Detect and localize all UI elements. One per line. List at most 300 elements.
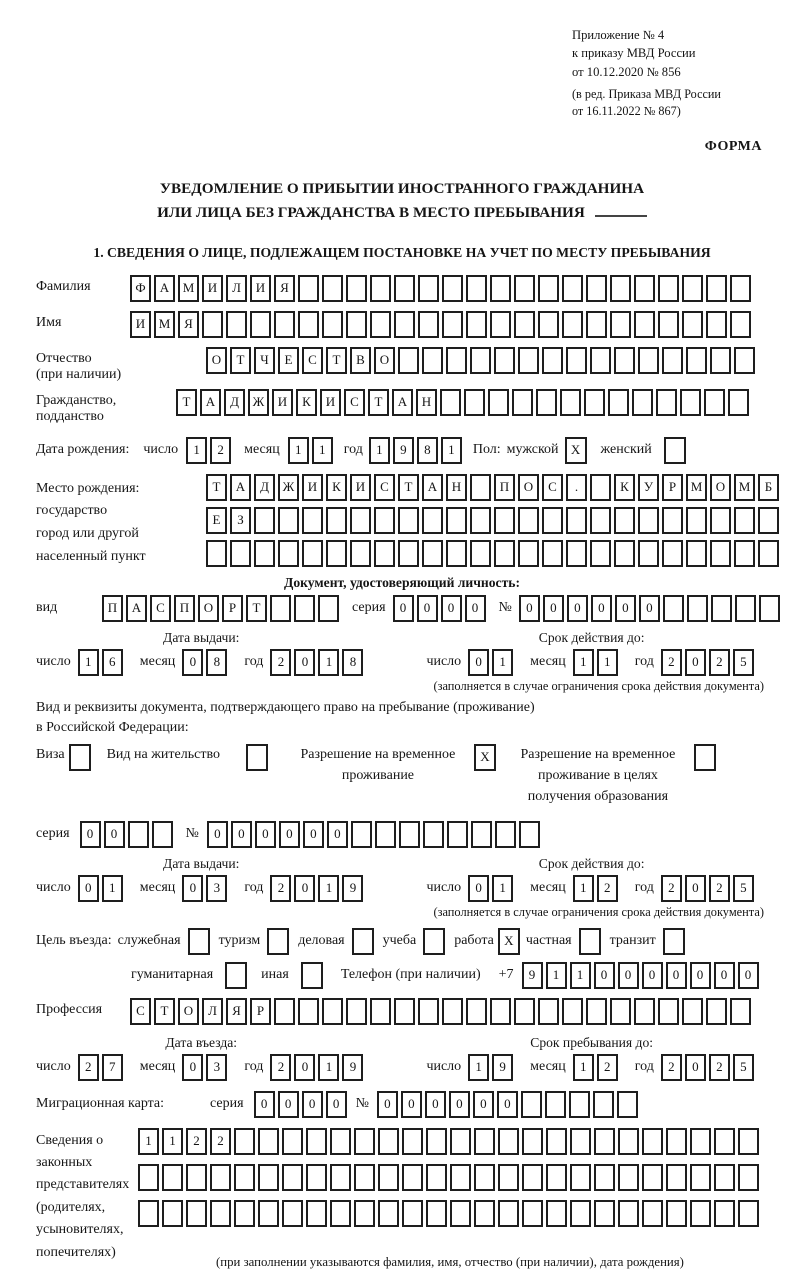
char-cell[interactable] <box>474 1128 495 1155</box>
char-cell[interactable] <box>274 311 295 338</box>
char-cell[interactable]: 0 <box>278 1091 299 1118</box>
char-cell[interactable] <box>346 998 367 1025</box>
char-cell[interactable]: 0 <box>519 595 540 622</box>
char-cell[interactable]: Д <box>254 474 275 501</box>
char-cell[interactable] <box>536 389 557 416</box>
char-cell[interactable] <box>322 275 343 302</box>
char-cell[interactable]: 2 <box>661 649 682 676</box>
char-cell[interactable]: З <box>230 507 251 534</box>
char-cell[interactable] <box>730 311 751 338</box>
char-cell[interactable]: 7 <box>102 1054 123 1081</box>
char-cell[interactable]: О <box>178 998 199 1025</box>
char-cell[interactable]: 5 <box>733 649 754 676</box>
char-cell[interactable] <box>560 389 581 416</box>
char-cell[interactable] <box>494 507 515 534</box>
char-cell[interactable] <box>666 1128 687 1155</box>
char-cell[interactable]: 1 <box>318 649 339 676</box>
char-cell[interactable] <box>546 1128 567 1155</box>
char-cell[interactable] <box>466 998 487 1025</box>
char-cell[interactable]: В <box>350 347 371 374</box>
char-cell[interactable] <box>370 275 391 302</box>
char-cell[interactable]: 0 <box>182 1054 203 1081</box>
purpose-work-checkbox[interactable]: X <box>498 928 520 955</box>
char-cell[interactable] <box>446 347 467 374</box>
char-cell[interactable]: 0 <box>497 1091 518 1118</box>
purpose-tourism-checkbox[interactable] <box>267 928 289 955</box>
char-cell[interactable]: 0 <box>303 821 324 848</box>
char-cell[interactable] <box>710 540 731 567</box>
char-cell[interactable] <box>278 507 299 534</box>
char-cell[interactable] <box>402 1164 423 1191</box>
char-cell[interactable] <box>162 1164 183 1191</box>
purpose-transit-checkbox[interactable] <box>663 928 685 955</box>
purpose-other-checkbox[interactable] <box>301 962 323 989</box>
char-cell[interactable] <box>538 311 559 338</box>
char-cell[interactable]: П <box>494 474 515 501</box>
char-cell[interactable] <box>426 1128 447 1155</box>
char-cell[interactable]: 0 <box>441 595 462 622</box>
char-cell[interactable]: 0 <box>294 649 315 676</box>
char-cell[interactable]: 0 <box>182 649 203 676</box>
char-cell[interactable] <box>514 275 535 302</box>
char-cell[interactable] <box>658 998 679 1025</box>
char-cell[interactable] <box>488 389 509 416</box>
char-cell[interactable]: Е <box>278 347 299 374</box>
char-cell[interactable] <box>590 347 611 374</box>
char-cell[interactable]: 0 <box>567 595 588 622</box>
char-cell[interactable] <box>298 311 319 338</box>
char-cell[interactable]: И <box>202 275 223 302</box>
char-cell[interactable] <box>498 1164 519 1191</box>
char-cell[interactable] <box>346 311 367 338</box>
gender-female-checkbox[interactable] <box>664 437 686 464</box>
char-cell[interactable] <box>522 1200 543 1227</box>
char-cell[interactable] <box>714 1128 735 1155</box>
char-cell[interactable]: 2 <box>270 1054 291 1081</box>
char-cell[interactable]: Т <box>230 347 251 374</box>
char-cell[interactable] <box>686 507 707 534</box>
char-cell[interactable] <box>538 998 559 1025</box>
char-cell[interactable]: С <box>374 474 395 501</box>
char-cell[interactable] <box>714 1164 735 1191</box>
char-cell[interactable] <box>346 275 367 302</box>
char-cell[interactable] <box>642 1164 663 1191</box>
char-cell[interactable]: 0 <box>639 595 660 622</box>
char-cell[interactable] <box>562 311 583 338</box>
char-cell[interactable] <box>666 1200 687 1227</box>
char-cell[interactable] <box>298 998 319 1025</box>
char-cell[interactable]: 0 <box>714 962 735 989</box>
char-cell[interactable]: У <box>638 474 659 501</box>
char-cell[interactable]: 2 <box>270 875 291 902</box>
char-cell[interactable]: 0 <box>642 962 663 989</box>
char-cell[interactable]: 3 <box>206 875 227 902</box>
char-cell[interactable]: Н <box>416 389 437 416</box>
char-cell[interactable]: О <box>518 474 539 501</box>
char-cell[interactable]: И <box>250 275 271 302</box>
char-cell[interactable]: А <box>392 389 413 416</box>
char-cell[interactable] <box>418 311 439 338</box>
char-cell[interactable] <box>152 821 173 848</box>
char-cell[interactable] <box>656 389 677 416</box>
char-cell[interactable] <box>128 821 149 848</box>
char-cell[interactable] <box>680 389 701 416</box>
char-cell[interactable]: 0 <box>468 649 489 676</box>
char-cell[interactable] <box>278 540 299 567</box>
char-cell[interactable]: Р <box>250 998 271 1025</box>
char-cell[interactable]: 2 <box>709 875 730 902</box>
char-cell[interactable] <box>447 821 468 848</box>
char-cell[interactable] <box>562 998 583 1025</box>
char-cell[interactable]: М <box>734 474 755 501</box>
char-cell[interactable] <box>302 507 323 534</box>
char-cell[interactable] <box>354 1128 375 1155</box>
char-cell[interactable]: 9 <box>342 1054 363 1081</box>
char-cell[interactable] <box>351 821 372 848</box>
char-cell[interactable] <box>442 311 463 338</box>
char-cell[interactable] <box>306 1128 327 1155</box>
char-cell[interactable] <box>282 1200 303 1227</box>
char-cell[interactable] <box>440 389 461 416</box>
char-cell[interactable] <box>634 311 655 338</box>
char-cell[interactable] <box>542 507 563 534</box>
char-cell[interactable] <box>422 347 443 374</box>
char-cell[interactable]: А <box>230 474 251 501</box>
char-cell[interactable]: 0 <box>543 595 564 622</box>
char-cell[interactable] <box>642 1128 663 1155</box>
char-cell[interactable]: Т <box>206 474 227 501</box>
char-cell[interactable]: 0 <box>615 595 636 622</box>
char-cell[interactable] <box>470 347 491 374</box>
char-cell[interactable] <box>402 1128 423 1155</box>
char-cell[interactable] <box>518 540 539 567</box>
char-cell[interactable] <box>566 507 587 534</box>
char-cell[interactable]: И <box>302 474 323 501</box>
char-cell[interactable]: 0 <box>465 595 486 622</box>
char-cell[interactable]: С <box>542 474 563 501</box>
char-cell[interactable]: Д <box>224 389 245 416</box>
char-cell[interactable] <box>590 507 611 534</box>
char-cell[interactable]: А <box>154 275 175 302</box>
char-cell[interactable] <box>326 507 347 534</box>
char-cell[interactable] <box>423 821 444 848</box>
char-cell[interactable] <box>690 1200 711 1227</box>
char-cell[interactable]: Б <box>758 474 779 501</box>
char-cell[interactable]: 3 <box>206 1054 227 1081</box>
char-cell[interactable] <box>566 347 587 374</box>
char-cell[interactable] <box>704 389 725 416</box>
char-cell[interactable] <box>282 1164 303 1191</box>
char-cell[interactable] <box>490 275 511 302</box>
char-cell[interactable] <box>375 821 396 848</box>
char-cell[interactable]: 1 <box>441 437 462 464</box>
char-cell[interactable]: И <box>350 474 371 501</box>
char-cell[interactable] <box>521 1091 542 1118</box>
char-cell[interactable] <box>326 540 347 567</box>
purpose-private-checkbox[interactable] <box>579 928 601 955</box>
char-cell[interactable]: 5 <box>733 875 754 902</box>
char-cell[interactable] <box>562 275 583 302</box>
char-cell[interactable]: 2 <box>709 649 730 676</box>
char-cell[interactable]: 0 <box>327 821 348 848</box>
char-cell[interactable] <box>663 595 684 622</box>
char-cell[interactable] <box>350 540 371 567</box>
char-cell[interactable] <box>498 1128 519 1155</box>
char-cell[interactable]: 8 <box>342 649 363 676</box>
char-cell[interactable]: А <box>126 595 147 622</box>
char-cell[interactable] <box>354 1200 375 1227</box>
char-cell[interactable] <box>662 507 683 534</box>
char-cell[interactable] <box>294 595 315 622</box>
char-cell[interactable] <box>658 311 679 338</box>
char-cell[interactable] <box>642 1200 663 1227</box>
char-cell[interactable] <box>206 540 227 567</box>
char-cell[interactable] <box>690 1164 711 1191</box>
char-cell[interactable] <box>590 540 611 567</box>
char-cell[interactable] <box>394 311 415 338</box>
char-cell[interactable]: О <box>206 347 227 374</box>
char-cell[interactable]: О <box>374 347 395 374</box>
char-cell[interactable] <box>514 998 535 1025</box>
char-cell[interactable]: 9 <box>522 962 543 989</box>
char-cell[interactable] <box>662 540 683 567</box>
char-cell[interactable]: 1 <box>573 649 594 676</box>
char-cell[interactable]: 0 <box>294 1054 315 1081</box>
char-cell[interactable] <box>710 347 731 374</box>
char-cell[interactable] <box>706 311 727 338</box>
char-cell[interactable] <box>682 275 703 302</box>
char-cell[interactable]: 2 <box>78 1054 99 1081</box>
char-cell[interactable] <box>618 1164 639 1191</box>
char-cell[interactable]: 1 <box>138 1128 159 1155</box>
char-cell[interactable] <box>322 998 343 1025</box>
char-cell[interactable] <box>634 998 655 1025</box>
char-cell[interactable] <box>330 1200 351 1227</box>
char-cell[interactable]: 1 <box>597 649 618 676</box>
char-cell[interactable]: 0 <box>591 595 612 622</box>
char-cell[interactable] <box>728 389 749 416</box>
char-cell[interactable]: 0 <box>231 821 252 848</box>
char-cell[interactable] <box>186 1164 207 1191</box>
char-cell[interactable]: Н <box>446 474 467 501</box>
char-cell[interactable] <box>614 347 635 374</box>
char-cell[interactable] <box>542 540 563 567</box>
char-cell[interactable]: Т <box>368 389 389 416</box>
char-cell[interactable] <box>658 275 679 302</box>
char-cell[interactable] <box>282 1128 303 1155</box>
purpose-humanitarian-checkbox[interactable] <box>225 962 247 989</box>
char-cell[interactable]: С <box>302 347 323 374</box>
char-cell[interactable] <box>258 1200 279 1227</box>
char-cell[interactable]: 0 <box>401 1091 422 1118</box>
char-cell[interactable] <box>254 507 275 534</box>
char-cell[interactable] <box>442 998 463 1025</box>
char-cell[interactable] <box>330 1164 351 1191</box>
char-cell[interactable] <box>378 1128 399 1155</box>
char-cell[interactable] <box>138 1164 159 1191</box>
char-cell[interactable] <box>522 1164 543 1191</box>
char-cell[interactable] <box>470 474 491 501</box>
char-cell[interactable]: С <box>130 998 151 1025</box>
char-cell[interactable] <box>617 1091 638 1118</box>
char-cell[interactable]: П <box>102 595 123 622</box>
char-cell[interactable] <box>759 595 780 622</box>
char-cell[interactable] <box>450 1164 471 1191</box>
char-cell[interactable] <box>594 1128 615 1155</box>
char-cell[interactable]: Я <box>226 998 247 1025</box>
char-cell[interactable]: 1 <box>492 649 513 676</box>
char-cell[interactable] <box>542 347 563 374</box>
char-cell[interactable] <box>398 507 419 534</box>
char-cell[interactable] <box>378 1164 399 1191</box>
char-cell[interactable]: О <box>710 474 731 501</box>
char-cell[interactable]: Р <box>662 474 683 501</box>
char-cell[interactable]: 0 <box>104 821 125 848</box>
char-cell[interactable]: И <box>130 311 151 338</box>
char-cell[interactable]: С <box>150 595 171 622</box>
char-cell[interactable] <box>370 311 391 338</box>
char-cell[interactable] <box>402 1200 423 1227</box>
char-cell[interactable]: 0 <box>279 821 300 848</box>
char-cell[interactable] <box>570 1128 591 1155</box>
char-cell[interactable] <box>498 1200 519 1227</box>
char-cell[interactable]: 6 <box>102 649 123 676</box>
char-cell[interactable] <box>706 998 727 1025</box>
char-cell[interactable] <box>566 540 587 567</box>
char-cell[interactable]: М <box>154 311 175 338</box>
char-cell[interactable]: 2 <box>661 875 682 902</box>
char-cell[interactable]: 1 <box>288 437 309 464</box>
char-cell[interactable]: П <box>174 595 195 622</box>
char-cell[interactable] <box>586 311 607 338</box>
purpose-study-checkbox[interactable] <box>423 928 445 955</box>
temp-residence-checkbox[interactable]: X <box>474 744 496 771</box>
char-cell[interactable]: 2 <box>597 875 618 902</box>
residence-permit-checkbox[interactable] <box>246 744 268 771</box>
char-cell[interactable]: 0 <box>618 962 639 989</box>
char-cell[interactable] <box>538 275 559 302</box>
char-cell[interactable]: 0 <box>449 1091 470 1118</box>
char-cell[interactable]: Ч <box>254 347 275 374</box>
char-cell[interactable] <box>734 540 755 567</box>
char-cell[interactable] <box>138 1200 159 1227</box>
char-cell[interactable] <box>162 1200 183 1227</box>
char-cell[interactable]: К <box>296 389 317 416</box>
char-cell[interactable]: 0 <box>255 821 276 848</box>
char-cell[interactable] <box>634 275 655 302</box>
char-cell[interactable]: 1 <box>546 962 567 989</box>
char-cell[interactable] <box>584 389 605 416</box>
char-cell[interactable] <box>686 540 707 567</box>
char-cell[interactable] <box>610 998 631 1025</box>
char-cell[interactable] <box>422 507 443 534</box>
char-cell[interactable] <box>258 1164 279 1191</box>
char-cell[interactable] <box>418 275 439 302</box>
char-cell[interactable] <box>738 1200 759 1227</box>
char-cell[interactable] <box>569 1091 590 1118</box>
char-cell[interactable]: А <box>422 474 443 501</box>
char-cell[interactable]: 1 <box>186 437 207 464</box>
char-cell[interactable] <box>394 275 415 302</box>
char-cell[interactable] <box>474 1200 495 1227</box>
char-cell[interactable]: С <box>344 389 365 416</box>
char-cell[interactable]: . <box>566 474 587 501</box>
char-cell[interactable] <box>687 595 708 622</box>
char-cell[interactable]: 0 <box>690 962 711 989</box>
char-cell[interactable]: 0 <box>182 875 203 902</box>
char-cell[interactable] <box>466 275 487 302</box>
char-cell[interactable] <box>570 1164 591 1191</box>
char-cell[interactable]: 8 <box>206 649 227 676</box>
char-cell[interactable] <box>686 347 707 374</box>
char-cell[interactable]: 1 <box>468 1054 489 1081</box>
char-cell[interactable] <box>210 1200 231 1227</box>
char-cell[interactable] <box>610 311 631 338</box>
char-cell[interactable] <box>354 1164 375 1191</box>
char-cell[interactable] <box>370 998 391 1025</box>
char-cell[interactable]: К <box>614 474 635 501</box>
char-cell[interactable] <box>394 998 415 1025</box>
char-cell[interactable]: 2 <box>709 1054 730 1081</box>
char-cell[interactable]: 1 <box>573 875 594 902</box>
char-cell[interactable]: 1 <box>78 649 99 676</box>
char-cell[interactable] <box>738 1128 759 1155</box>
char-cell[interactable]: 5 <box>733 1054 754 1081</box>
char-cell[interactable] <box>519 821 540 848</box>
char-cell[interactable]: 1 <box>102 875 123 902</box>
char-cell[interactable]: 2 <box>661 1054 682 1081</box>
char-cell[interactable] <box>662 347 683 374</box>
char-cell[interactable] <box>298 275 319 302</box>
char-cell[interactable]: 9 <box>393 437 414 464</box>
char-cell[interactable] <box>234 1200 255 1227</box>
char-cell[interactable] <box>422 540 443 567</box>
char-cell[interactable] <box>426 1164 447 1191</box>
char-cell[interactable]: Е <box>206 507 227 534</box>
char-cell[interactable] <box>593 1091 614 1118</box>
char-cell[interactable] <box>518 507 539 534</box>
char-cell[interactable]: Я <box>274 275 295 302</box>
char-cell[interactable] <box>512 389 533 416</box>
char-cell[interactable]: 0 <box>294 875 315 902</box>
char-cell[interactable]: 0 <box>326 1091 347 1118</box>
char-cell[interactable] <box>714 1200 735 1227</box>
char-cell[interactable]: 0 <box>738 962 759 989</box>
char-cell[interactable]: Ж <box>248 389 269 416</box>
char-cell[interactable]: Т <box>398 474 419 501</box>
char-cell[interactable] <box>495 821 516 848</box>
char-cell[interactable] <box>514 311 535 338</box>
char-cell[interactable] <box>490 311 511 338</box>
char-cell[interactable] <box>226 311 247 338</box>
char-cell[interactable] <box>590 474 611 501</box>
char-cell[interactable]: 1 <box>570 962 591 989</box>
char-cell[interactable]: 2 <box>186 1128 207 1155</box>
char-cell[interactable] <box>446 540 467 567</box>
char-cell[interactable]: 0 <box>393 595 414 622</box>
char-cell[interactable] <box>638 347 659 374</box>
char-cell[interactable]: Т <box>326 347 347 374</box>
char-cell[interactable]: 1 <box>318 875 339 902</box>
char-cell[interactable] <box>610 275 631 302</box>
char-cell[interactable] <box>350 507 371 534</box>
char-cell[interactable] <box>302 540 323 567</box>
char-cell[interactable] <box>234 1128 255 1155</box>
char-cell[interactable] <box>518 347 539 374</box>
char-cell[interactable] <box>522 1128 543 1155</box>
char-cell[interactable]: 2 <box>210 1128 231 1155</box>
char-cell[interactable]: Ф <box>130 275 151 302</box>
